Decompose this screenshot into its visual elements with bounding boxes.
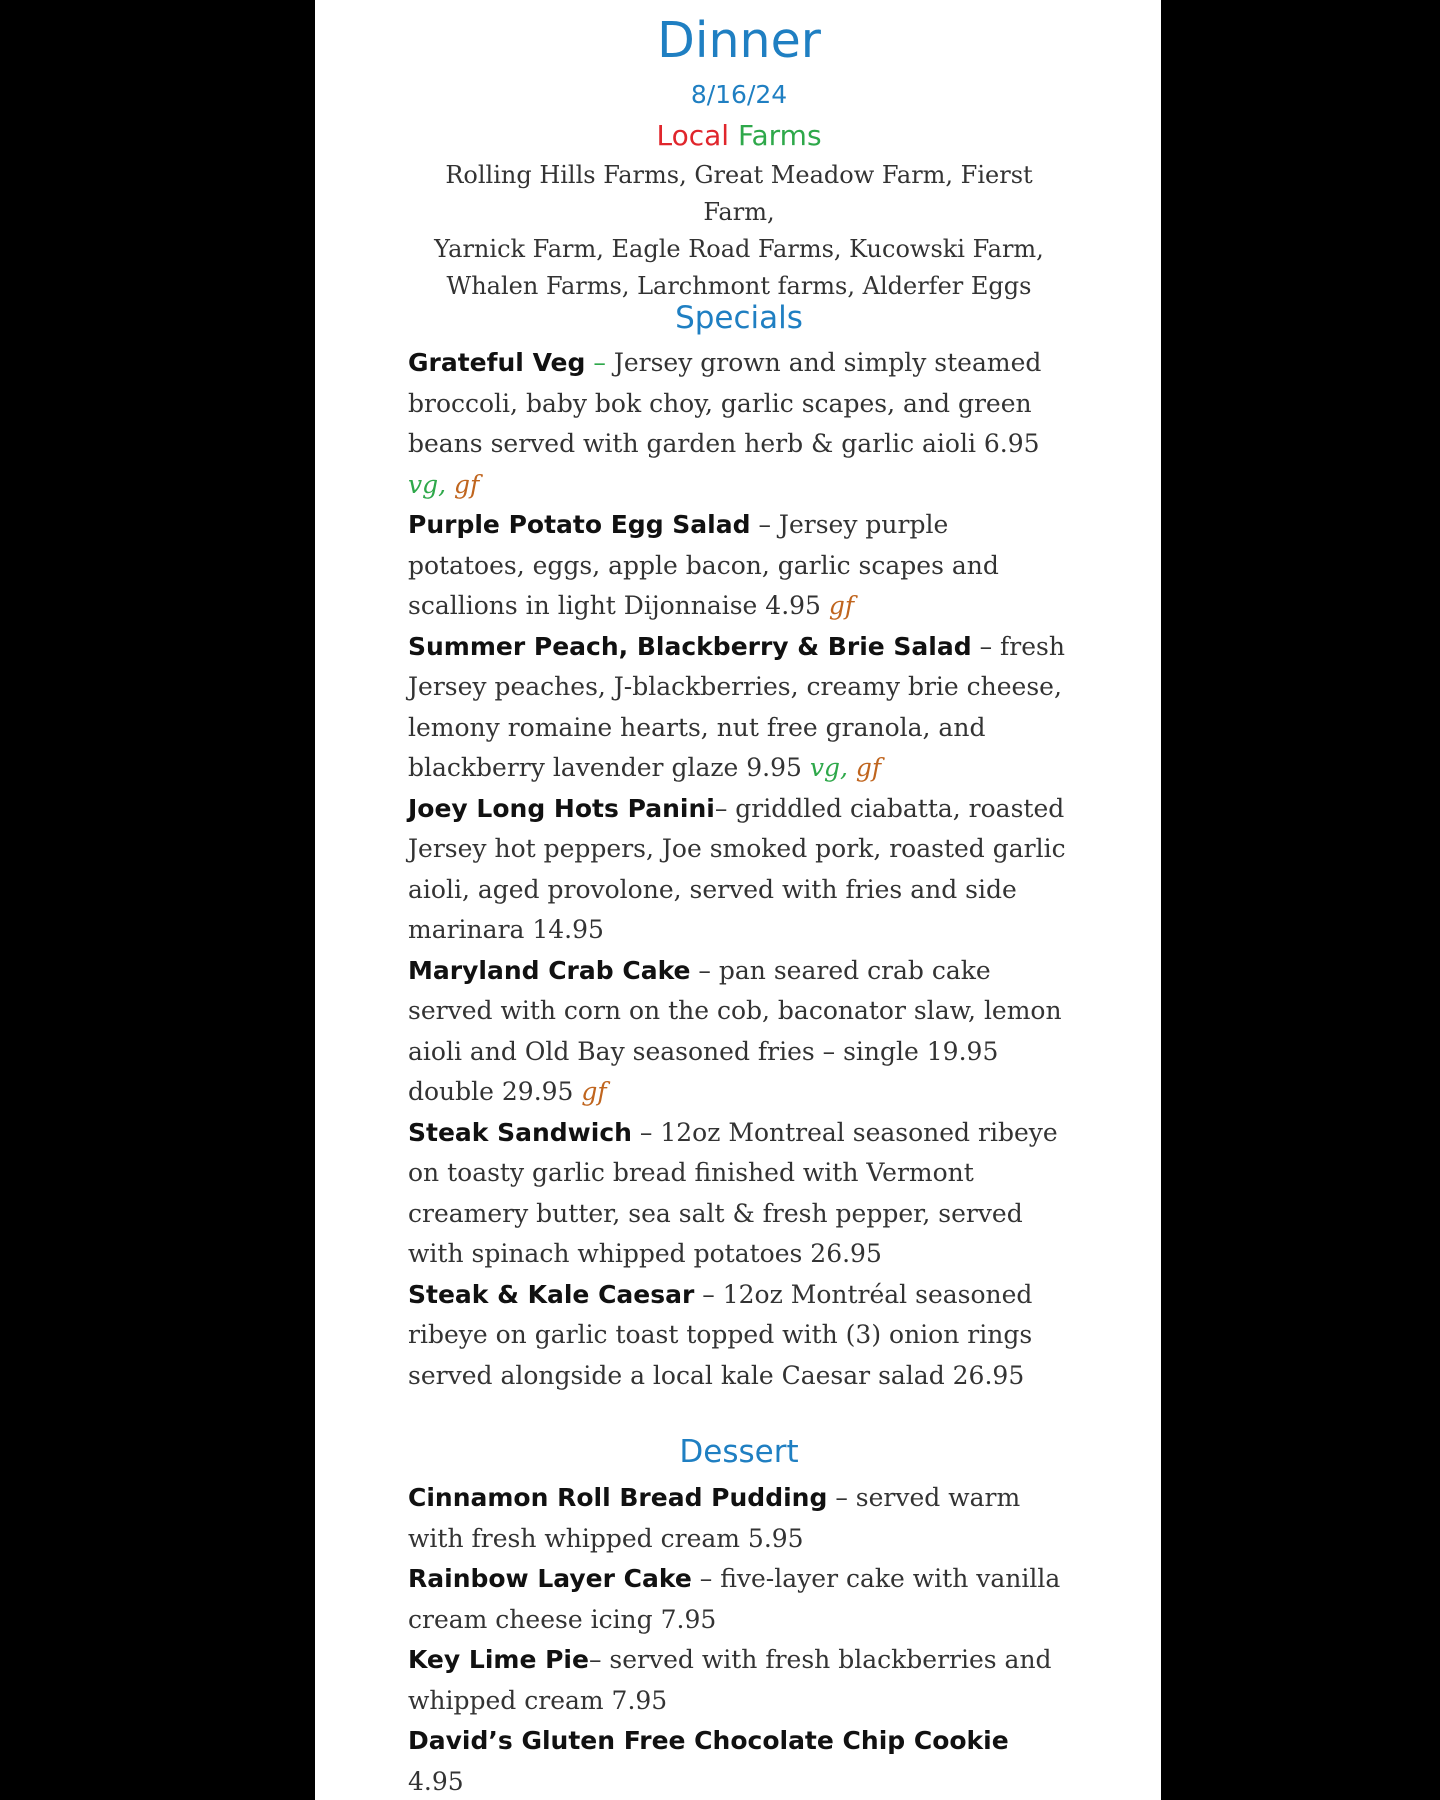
item-description: pan seared crab cake served with corn on the cob, baconator slaw, lemon aioli and Old Bay seasoned fries – single 19.95 double 29.95 (408, 955, 1062, 1106)
menu-title: Dinner (657, 12, 821, 69)
item-name: Purple Potato Egg Salad (408, 510, 751, 539)
dessert-list (408, 1478, 1070, 1800)
item-separator: – (691, 1564, 721, 1593)
item-name: Rainbow Layer Cake (408, 1564, 692, 1593)
item-description: 12oz Montreal seasoned ribeye on toasty garlic bread finished with Vermont creamery butter, sea salt & fresh pepper, served with spinach whipped potatoes 26.95 (408, 1117, 1058, 1268)
item-separator: – (588, 1645, 610, 1674)
item-description: served with fresh blackberries and whipped cream 7.95 (408, 1645, 1052, 1715)
farms-word: Farms (737, 119, 822, 152)
item-separator: – (750, 510, 779, 539)
specials-heading: Specials (675, 300, 803, 336)
farm-line: Whalen Farms, Larchmont farms, Alderfer Eggs (446, 272, 1032, 300)
item-description: 12oz Montréal seasoned ribeye on garlic toast topped with (3) onion rings served alongside a local kale Caesar salad 26.95 (408, 1279, 1033, 1390)
item-description: five-layer cake with vanilla cream cheese icing 7.95 (408, 1564, 1061, 1634)
menu-item-summer-peach-salad (408, 627, 1070, 789)
gluten-free-tag: gf (581, 1077, 607, 1106)
local-word: Local (656, 119, 730, 152)
specials-list (408, 343, 1070, 1396)
item-separator: – (690, 955, 719, 985)
farm-line: Yarnick Farm, Eagle Road Farms, Kucowski Farm, (434, 235, 1044, 263)
item-description: fresh Jersey peaches, J-blackberries, creamy brie cheese, lemony romaine hearts, nut free granola, and blackberry lavender glaze 9.95 (408, 631, 1065, 782)
menu-item-key-lime-pie (408, 1640, 1070, 1721)
dessert-heading: Dessert (679, 1434, 799, 1470)
item-name: Grateful Veg (408, 348, 586, 377)
item-description: 4.95 (408, 1766, 464, 1796)
menu-item-steak-sandwich (408, 1113, 1070, 1275)
gluten-free-tag: gf (454, 469, 480, 499)
local-farms-heading (408, 118, 1070, 154)
menu-page (315, 0, 1161, 1800)
vegan-tag: vg, (408, 469, 447, 499)
gluten-free-tag: gf (855, 753, 882, 782)
gluten-free-tag: gf (828, 591, 855, 620)
farm-list (408, 157, 1070, 305)
item-description: served warm with fresh whipped cream 5.95 (408, 1483, 1021, 1553)
item-separator: – (827, 1483, 856, 1512)
menu-item-joey-long-hots-panini (408, 789, 1070, 951)
item-name: Key Lime Pie (408, 1645, 589, 1674)
menu-item-maryland-crab-cake (408, 951, 1070, 1113)
item-separator: – (694, 1279, 723, 1309)
farm-line: Rolling Hills Farms, Great Meadow Farm, Fierst Farm, (445, 161, 1033, 226)
menu-item-cinnamon-roll-bread-pudding (408, 1478, 1070, 1559)
menu-item-steak-kale-caesar (408, 1275, 1070, 1397)
item-separator: – (585, 348, 614, 377)
menu-item-grateful-veg (408, 343, 1070, 505)
item-separator: – (714, 793, 736, 823)
menu-item-rainbow-layer-cake (408, 1559, 1070, 1640)
item-name: Summer Peach, Blackberry & Brie Salad (408, 631, 972, 661)
item-name: David’s Gluten Free Chocolate Chip Cookie (408, 1726, 1009, 1755)
item-name: Steak Sandwich (408, 1117, 632, 1147)
item-name: Joey Long Hots Panini (408, 793, 715, 823)
item-separator: – (971, 631, 1001, 661)
menu-date: 8/16/24 (690, 80, 788, 109)
item-description: Jersey purple potatoes, eggs, apple bacon, garlic scapes and scallions in light Dijonnaise 4.95 (408, 510, 999, 620)
item-name: Maryland Crab Cake (408, 955, 691, 985)
item-name: Steak & Kale Caesar (408, 1279, 695, 1309)
item-description: griddled ciabatta, roasted Jersey hot peppers, Joe smoked pork, roasted garlic aioli, aged provolone, served with fries and side marinara 14.95 (408, 793, 1066, 944)
menu-item-gluten-free-cookie (408, 1721, 1070, 1800)
item-description: Jersey grown and simply steamed broccoli, baby bok choy, garlic scapes, and green beans served with garden herb & garlic aioli 6.95 (408, 348, 1042, 458)
vegan-tag: vg, (809, 753, 848, 782)
item-separator: – (631, 1117, 661, 1147)
menu-item-purple-potato-egg-salad (408, 505, 1070, 627)
item-name: Cinnamon Roll Bread Pudding (408, 1483, 828, 1512)
